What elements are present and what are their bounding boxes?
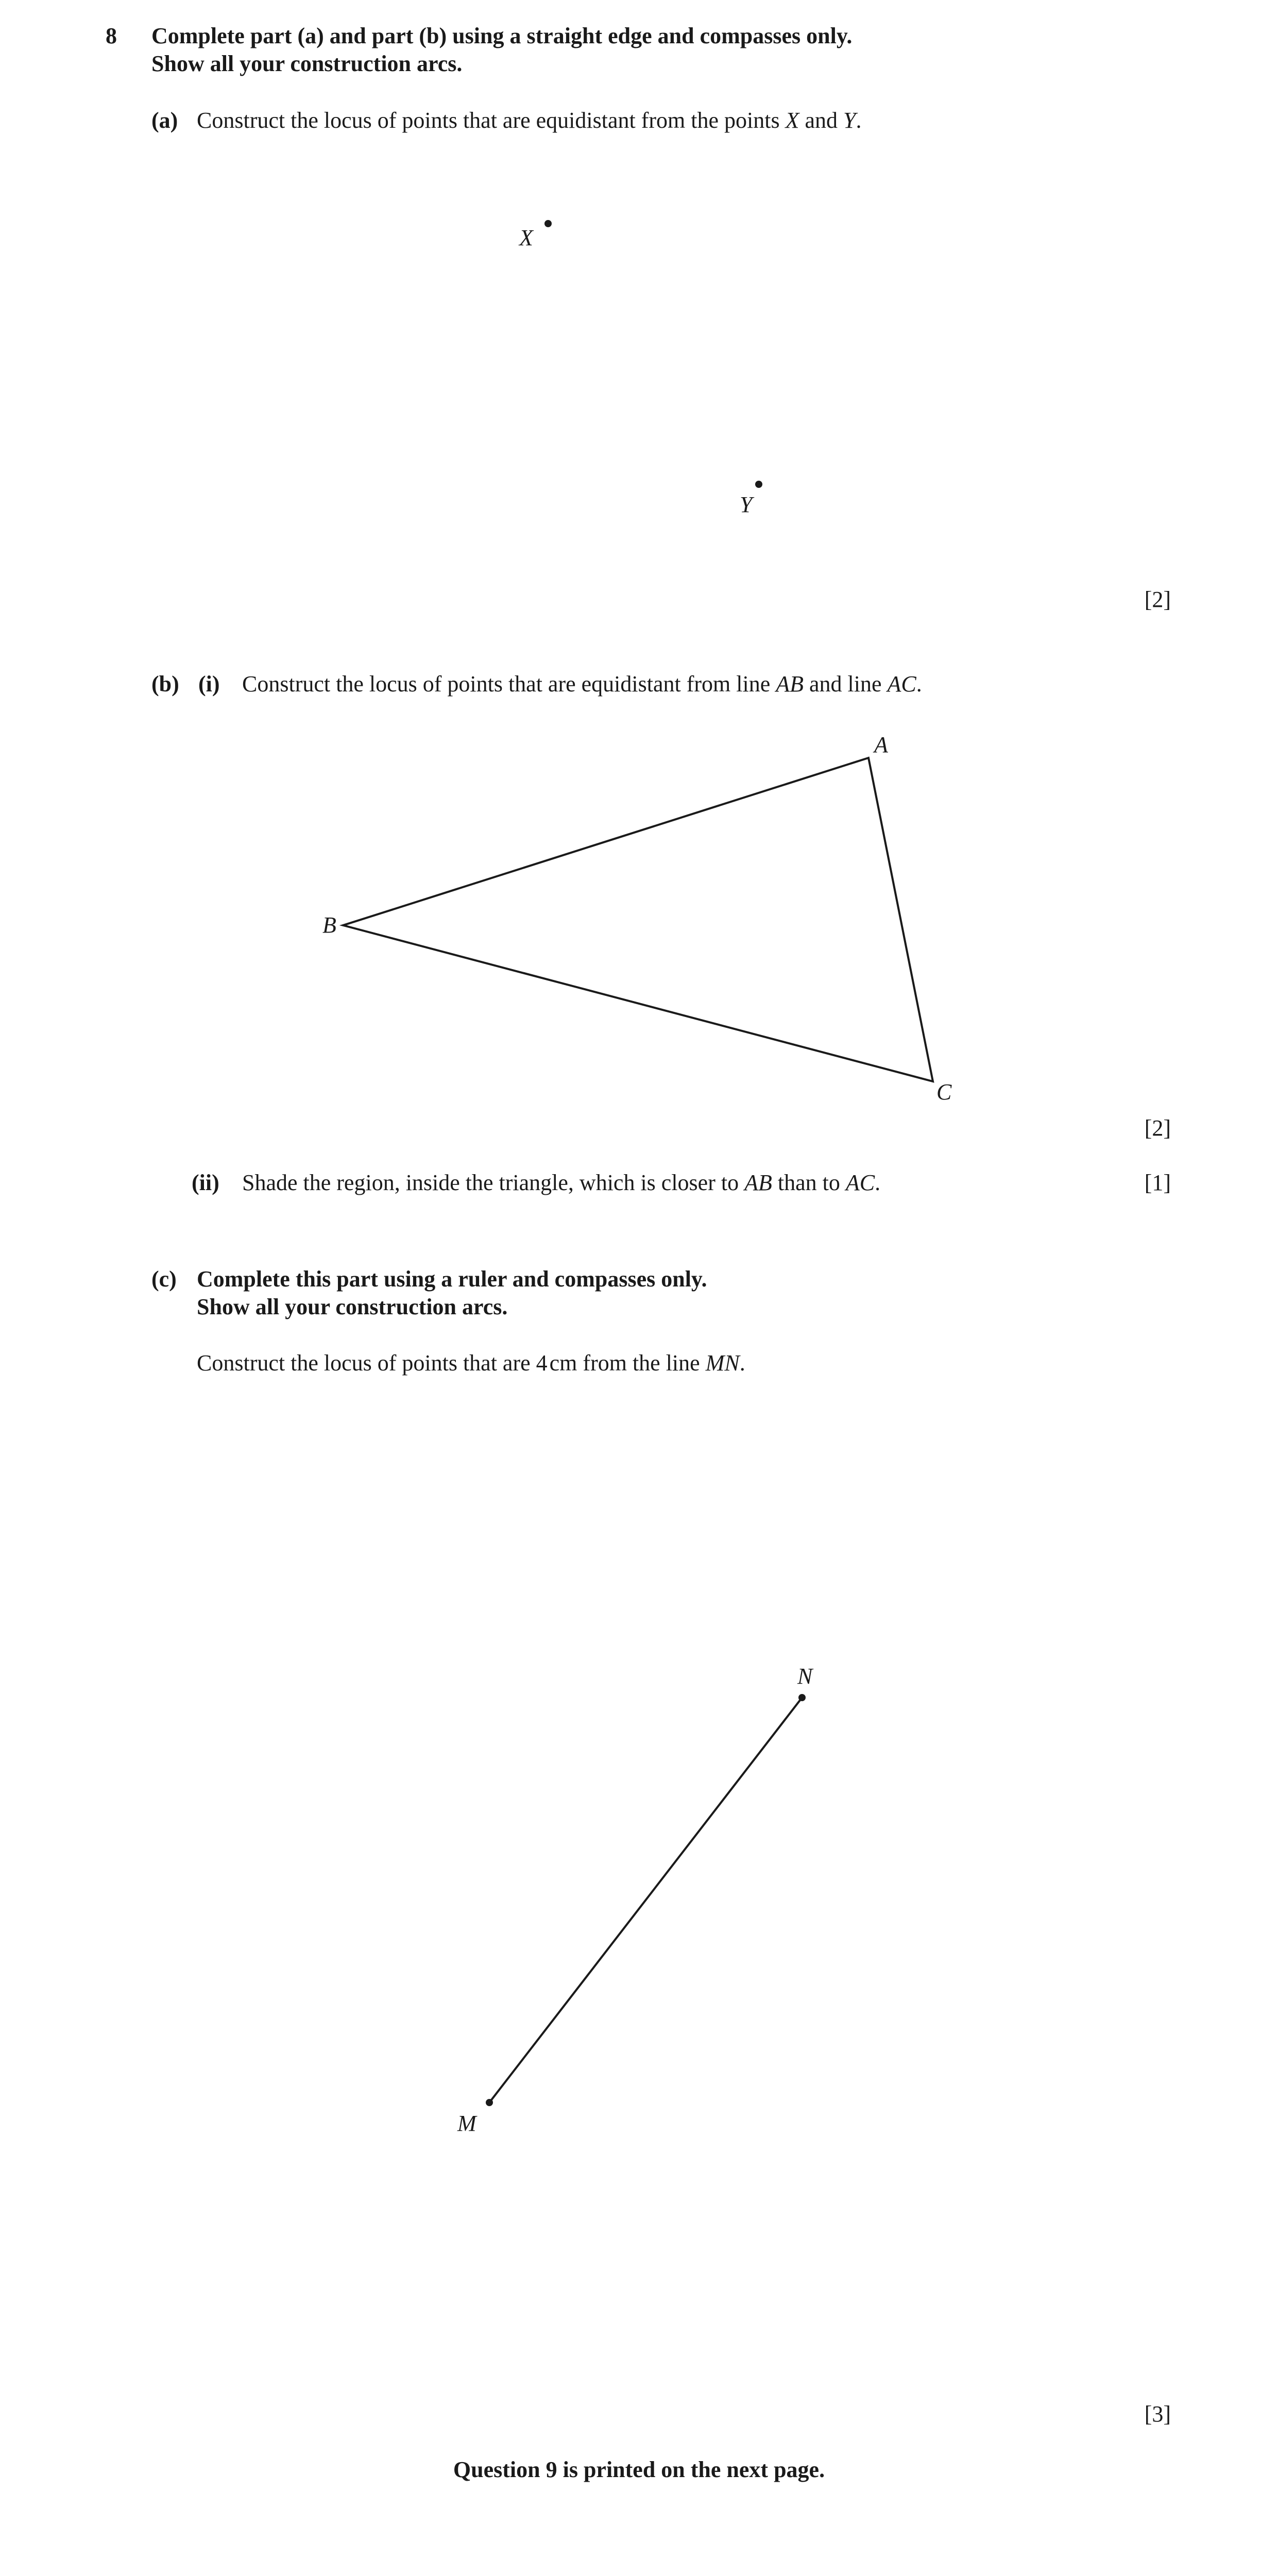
part-b-i-text-after: . [916,671,922,697]
triangle-abc [343,758,933,1081]
part-b-label: (b) [151,671,179,697]
part-a-text-after: . [856,108,862,133]
part-c-instruction-line2: Show all your construction arcs. [197,1294,508,1319]
part-b-i-text-before: Construct the locus of points that are equidistant from line [242,671,776,697]
part-b-i-label: (i) [198,671,220,697]
part-b-ii-line-ab-ref: AB [744,1170,772,1195]
part-b-i-prompt [242,671,922,698]
part-a-text-middle: and [799,108,844,133]
question-number: 8 [106,23,117,48]
part-c-mark: [3] [1144,2401,1171,2427]
point-y-label: Y [740,492,753,517]
part-c-text-after: . [739,1350,745,1376]
part-a-mark: [2] [1144,587,1171,612]
part-c-label: (c) [151,1266,177,1292]
part-c-line-mn-ref: MN [705,1350,740,1376]
line-mn [489,1698,802,2103]
part-b-ii-text-after: . [875,1170,881,1195]
point-n-dot [798,1694,806,1701]
part-b-ii-label: (ii) [192,1170,219,1195]
part-b-ii-mark: [1] [1144,1170,1171,1195]
vertex-c-label: C [936,1079,952,1105]
part-c-unit: cm [549,1350,577,1376]
point-m-label: M [457,2111,476,2136]
vertex-b-label: B [322,912,336,938]
point-x-label: X [519,225,533,250]
part-b-i-text-middle: and line [804,671,888,697]
part-b-i-line-ac-ref: AC [887,671,916,697]
part-b-ii-prompt [242,1170,880,1197]
point-m-dot [486,2099,493,2106]
part-c-text-middle: from the line [577,1350,706,1376]
part-c-text-before: Construct the locus of points that are 4 [197,1350,548,1376]
part-c-prompt [197,1350,745,1377]
part-a-point-x-ref: X [785,108,799,133]
part-b-ii-line-ac-ref: AC [845,1170,875,1195]
part-a-point-y-ref: Y [843,108,856,133]
point-n-label: N [797,1664,813,1689]
part-b-ii-text-before: Shade the region, inside the triangle, which is closer to [242,1170,745,1195]
question-instruction-line1: Complete part (a) and part (b) using a straight edge and compasses only. [151,23,853,48]
vertex-a-label: A [874,732,888,757]
part-c-instruction-line1: Complete this part using a ruler and compasses only. [197,1266,707,1292]
part-b-i-mark: [2] [1144,1115,1171,1141]
part-b-i-line-ab-ref: AB [776,671,804,697]
point-x-dot [544,220,552,227]
next-page-note: Question 9 is printed on the next page. [453,2457,825,2482]
part-b-ii-text-middle: than to [772,1170,846,1195]
part-a-text-before: Construct the locus of points that are equidistant from the points [197,108,786,133]
question-instruction-line2: Show all your construction arcs. [151,51,463,76]
part-a-label: (a) [151,108,178,133]
point-y-dot [755,481,762,488]
